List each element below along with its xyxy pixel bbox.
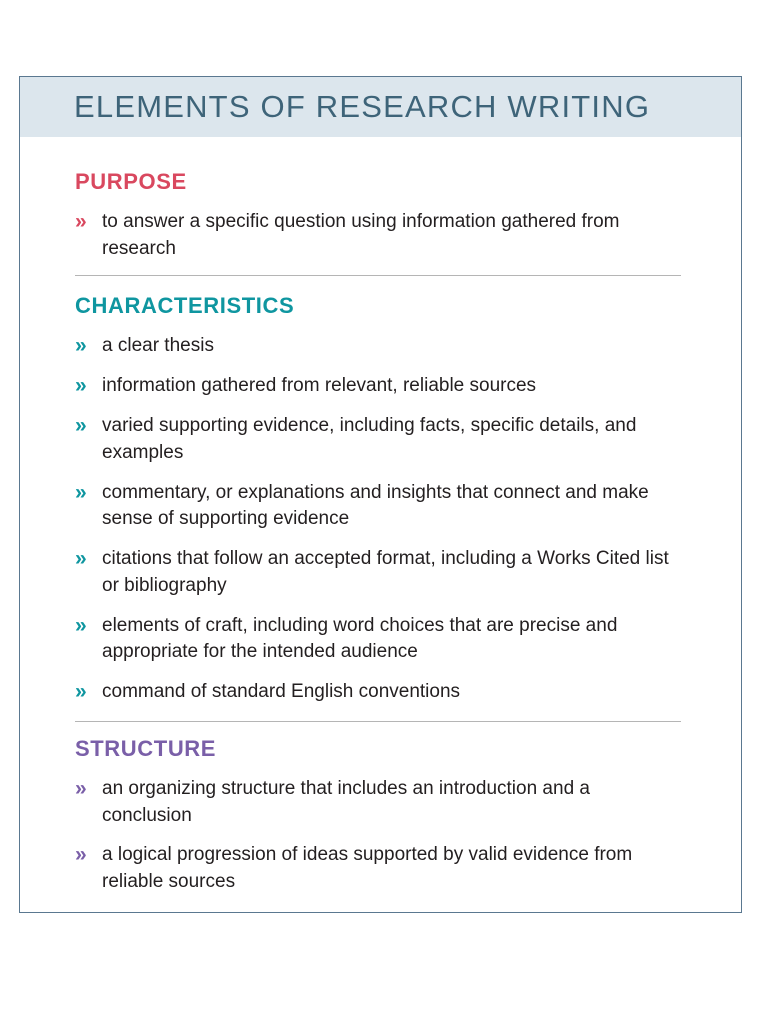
list-item <box>75 776 681 829</box>
chevron-right-double-icon: » <box>75 777 87 800</box>
section-characteristics <box>75 292 681 719</box>
list-item-text: commentary, or explanations and insights that connect and make sense of supporting evidence <box>102 481 649 529</box>
list-item <box>75 413 681 466</box>
list-item-text: a clear thesis <box>102 335 214 356</box>
research-writing-panel <box>19 76 742 913</box>
list-item-text: an organizing structure that includes an introduction and a conclusion <box>102 778 590 826</box>
page-title: ELEMENTS OF RESEARCH WRITING <box>74 89 651 124</box>
list-item <box>75 209 681 262</box>
divider <box>75 275 681 276</box>
list-item-text: command of standard English conventions <box>102 681 461 702</box>
chevron-right-double-icon: » <box>75 547 87 570</box>
chevron-right-double-icon: » <box>75 334 87 357</box>
chevron-right-double-icon: » <box>75 613 87 637</box>
section-heading-structure: STRUCTURE <box>75 736 217 761</box>
list-item-text: elements of craft, including word choices that are precise and appropriate for the intended audience <box>102 614 618 662</box>
list-item-text: information gathered from relevant, reliable sources <box>102 375 537 396</box>
panel-header <box>20 77 741 137</box>
chevron-right-double-icon: » <box>75 210 87 233</box>
characteristics-list <box>75 333 681 706</box>
list-item <box>75 373 681 400</box>
list-item-text: to answer a specific question using information gathered from research <box>102 211 620 259</box>
list-item-text: varied supporting evidence, including facts, specific details, and examples <box>102 415 637 463</box>
chevron-right-double-icon: » <box>75 414 87 437</box>
list-item <box>75 333 681 360</box>
chevron-right-double-icon: » <box>75 680 87 703</box>
list-item-text: citations that follow an accepted format, including a Works Cited list or bibliography <box>102 548 669 596</box>
list-item <box>75 679 681 706</box>
section-structure <box>75 735 681 908</box>
list-item <box>75 546 681 599</box>
list-item-text: a logical progression of ideas supported by valid evidence from reliable sources <box>102 844 633 892</box>
divider <box>75 721 681 722</box>
purpose-list <box>75 209 681 262</box>
section-purpose <box>75 168 681 262</box>
chevron-right-double-icon: » <box>75 843 87 866</box>
section-heading-characteristics: CHARACTERISTICS <box>75 293 295 318</box>
list-item <box>75 842 681 895</box>
list-item <box>75 613 681 666</box>
list-item <box>75 480 681 533</box>
structure-list <box>75 776 681 895</box>
chevron-right-double-icon: » <box>75 374 87 397</box>
section-heading-purpose: PURPOSE <box>75 169 187 194</box>
chevron-right-double-icon: » <box>75 480 87 504</box>
